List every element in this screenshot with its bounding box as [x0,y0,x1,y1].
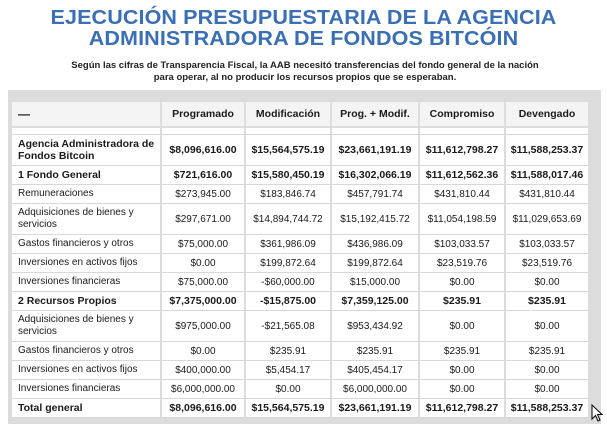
table-row [12,254,590,273]
cell-value: $103,033.57 [420,235,506,254]
cell-value: $400,000.00 [162,361,246,380]
row-label: Inversiones en activos fijos [12,361,162,380]
header-prog-modif: Prog. + Modif. [332,102,420,128]
cell-value: -$15,875.00 [246,292,332,311]
subtitle [60,60,550,83]
budget-table [12,102,590,418]
table-row [12,235,590,254]
table-row [12,204,590,235]
row-label: Inversiones en activos fijos [12,254,162,273]
cell-value: $75,000.00 [162,273,246,292]
cell-value: $5,454.17 [246,361,332,380]
table-row-agency [12,135,590,166]
cell-value: $436,986.09 [332,235,420,254]
mouse-pointer-icon [591,404,603,422]
cell-value: $405,454.17 [332,361,420,380]
table-row [12,185,590,204]
table-row [12,292,590,311]
title-line-1: EJECUCIÓN PRESUPUESTARIA DE LA AGENCIA [50,6,557,29]
cell-value: $15,192,415.72 [332,204,420,235]
table-row [12,380,590,399]
cell-value: $0.00 [506,273,590,292]
cell-value: $14,894,744.72 [246,204,332,235]
row-label: Inversiones financieras [12,273,162,292]
cell-value: $7,375,000.00 [162,292,246,311]
cell-value: $75,000.00 [162,235,246,254]
row-label: Gastos financieros y otros [12,342,162,361]
cell-value: $103,033.57 [506,235,590,254]
header-modificacion: Modificación [246,102,332,128]
cell-value: $15,580,450.19 [246,166,332,185]
row-label: 2 Recursos Propios [12,292,162,311]
cell-value: $199,872.64 [246,254,332,273]
row-label: Adquisiciones de bienes y servicios [12,204,162,235]
cell-value: $183,846.74 [246,185,332,204]
cell-value: $273,945.00 [162,185,246,204]
cell-value: $0.00 [420,273,506,292]
cell-value: $11,612,562.36 [420,166,506,185]
table-header-row [12,102,590,128]
page-title [0,7,607,49]
cell-value: $235.91 [246,342,332,361]
cell-value: $235.91 [506,292,590,311]
cell-value: $6,000,000.00 [332,380,420,399]
subtitle-line-1: Según las cifras de Transparencia Fiscal, la AAB necesitó transferencias del fondo general de la nación [71,60,539,71]
cell-value: $11,054,198.59 [420,204,506,235]
table-row [12,311,590,342]
table-row [12,342,590,361]
cell-value: $297,671.00 [162,204,246,235]
table-row [12,361,590,380]
cell-value: $23,519.76 [506,254,590,273]
cell-value: $457,791.74 [332,185,420,204]
cell-value: $953,434.92 [332,311,420,342]
row-label: Inversiones financieras [12,380,162,399]
cell-value: $721,616.00 [162,166,246,185]
header-compromiso: Compromiso [420,102,506,128]
cell-value: $0.00 [420,380,506,399]
table-row [12,166,590,185]
cell-value: $0.00 [420,311,506,342]
cell-value: $235.91 [332,342,420,361]
cell-value: $235.91 [420,292,506,311]
table-row [12,273,590,292]
cell-value: $11,612,798.27 [420,399,506,418]
cell-value: $0.00 [162,342,246,361]
cell-value: $15,564,575.19 [246,135,332,166]
cell-value: $23,661,191.19 [332,135,420,166]
cell-value: $431,810.44 [506,185,590,204]
table-row-total [12,399,590,418]
cell-value: $361,986.09 [246,235,332,254]
cell-value: $0.00 [162,254,246,273]
cell-value: $0.00 [246,380,332,399]
cell-value: $15,000.00 [332,273,420,292]
cell-value: $235.91 [506,342,590,361]
cell-value: $431,810.44 [420,185,506,204]
cell-value: $6,000,000.00 [162,380,246,399]
cell-value: $15,564,575.19 [246,399,332,418]
cell-value: -$21,565.08 [246,311,332,342]
cell-value: $235.91 [420,342,506,361]
cell-value: $7,359,125.00 [332,292,420,311]
cell-value: $11,588,253.37 [506,399,590,418]
row-label: Agencia Administradora de Fondos Bitcoin [12,135,162,166]
spacer-row [12,128,590,135]
cell-value: $23,519.76 [420,254,506,273]
cell-value: $23,661,191.19 [332,399,420,418]
cell-value: $0.00 [506,311,590,342]
row-label: Gastos financieros y otros [12,235,162,254]
cell-value: $11,612,798.27 [420,135,506,166]
row-label: 1 Fondo General [12,166,162,185]
cell-value: $0.00 [506,380,590,399]
row-label: Adquisiciones de bienes y servicios [12,311,162,342]
header-devengado: Devengado [506,102,590,128]
row-label: Total general [12,399,162,418]
title-line-2: ADMINISTRADORA DE FONDOS BITCÓIN [88,27,519,50]
row-label: Remuneraciones [12,185,162,204]
cell-value: -$60,000.00 [246,273,332,292]
cell-value: $8,096,616.00 [162,399,246,418]
subtitle-line-2: para operar, al no producir los recursos propios que se esperaban. [153,71,457,83]
cell-value: $8,096,616.00 [162,135,246,166]
cell-value: $199,872.64 [332,254,420,273]
cell-value: $16,302,066.19 [332,166,420,185]
header-programado: Programado [162,102,246,128]
cell-value: $11,588,253.37 [506,135,590,166]
header-dash: — [12,102,162,128]
cell-value: $975,000.00 [162,311,246,342]
cell-value: $0.00 [506,361,590,380]
cell-value: $11,588,017.46 [506,166,590,185]
cell-value: $0.00 [420,361,506,380]
cell-value: $11,029,653.69 [506,204,590,235]
